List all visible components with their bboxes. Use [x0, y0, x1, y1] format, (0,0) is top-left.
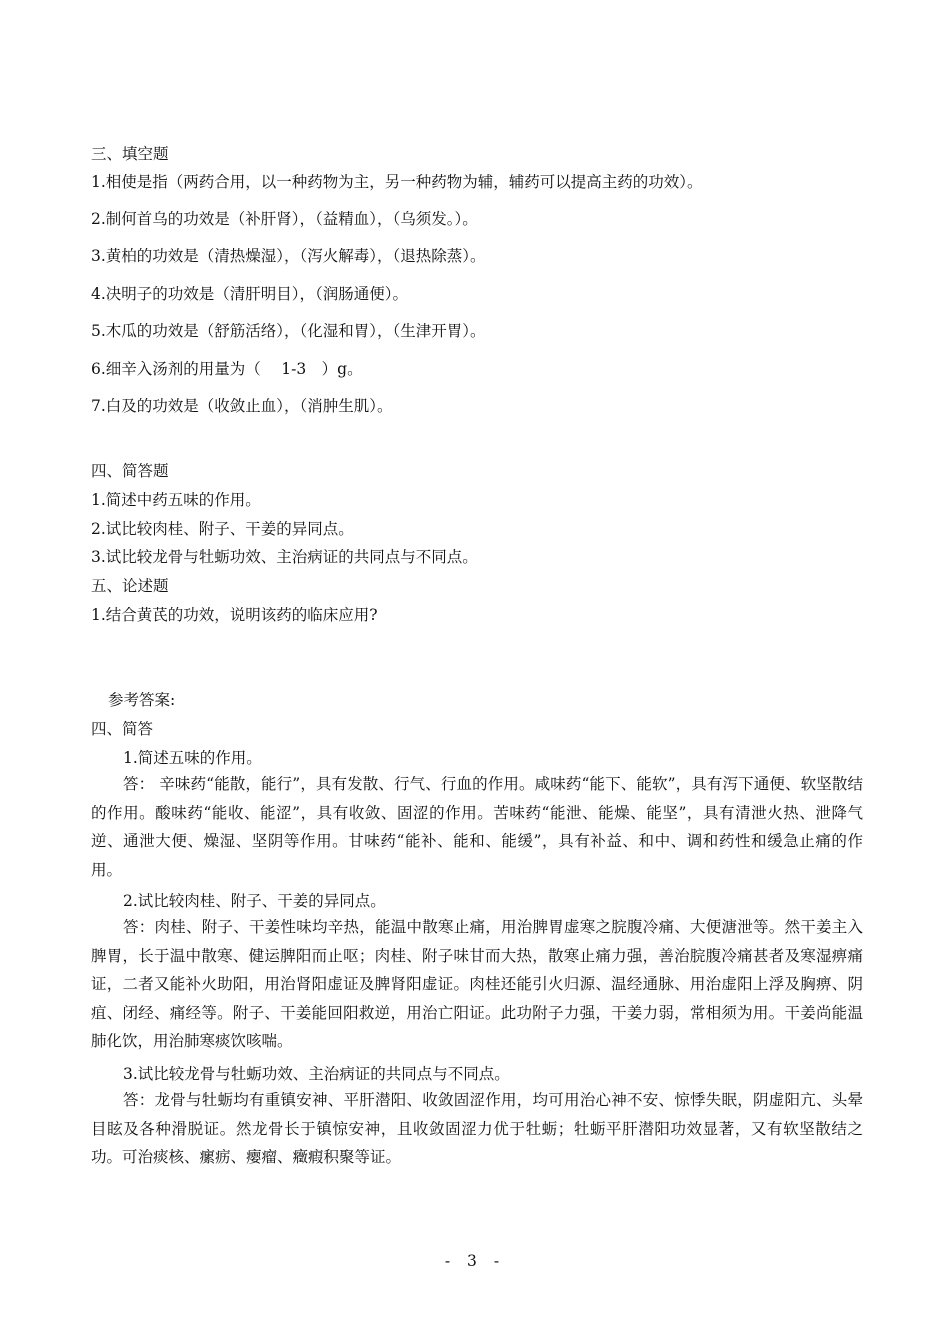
short-answer-item-2: 2.试比较肉桂、附子、干姜的异同点。 — [91, 520, 354, 538]
short-answer-item-3: 3.试比较龙骨与牡蛎功效、主治病证的共同点与不同点。 — [91, 548, 478, 566]
answers-heading: 四、简答 — [91, 720, 154, 738]
essay-item-1: 1.结合黄芪的功效，说明该药的临床应用? — [91, 606, 378, 624]
section-3-heading: 三、填空题 — [91, 145, 169, 163]
section-4-heading: 四、简答题 — [91, 462, 169, 480]
short-answer-item-1: 1.简述中药五味的作用。 — [91, 491, 261, 509]
answer-question-1: 1.简述五味的作用。 — [123, 749, 262, 767]
fill-item-7: 7.白及的功效是（收敛止血），（消肿生肌）。 — [91, 397, 393, 415]
answer-question-2: 2.试比较肉桂、附子、干姜的异同点。 — [123, 892, 386, 910]
page-number: - 3 - — [444, 1252, 506, 1270]
answer-text-1: 答： 辛味药“能散，能行”，具有发散、行气、行血的作用。咸味药“能下、能软”，具有泻下通便、软坚散结的作用。酸味药“能收、能涩”，具有收敛、固涩的作用。苦味药“能泄、能燥、能坚”，具有清泄火热、泄降气逆、通泄大便、燥湿、坚阴等作用。甘味药“能补、能和、能缓”，具有补益、和中、调和药性和缓急止痛的作用。 — [91, 775, 863, 879]
answer-text-2: 答：肉桂、附子、干姜性味均辛热，能温中散寒止痛，用治脾胃虚寒之脘腹冷痛、大便溏泄等。然干姜主入脾胃，长于温中散寒、健运脾阳而止呕；肉桂、附子味甘而大热，散寒止痛力强，善治脘腹冷痛甚者及寒湿痹痛证，二者又能补火助阳，用治肾阳虚证及脾肾阳虚证。肉桂还能引火归源、温经通脉、用治虚阳上浮及胸痹、阴疽、闭经、痛经等。附子、干姜能回阳救逆，用治亡阳证。此功附子力强，干姜力弱，常相须为用。干姜尚能温肺化饮，用治肺寒痰饮咳喘。 — [91, 918, 863, 1050]
answer-text-3: 答：龙骨与牡蛎均有重镇安神、平肝潜阳、收敛固涩作用，均可用治心神不安、惊悸失眠，阴虚阳亢、头晕目眩及各种滑脱证。然龙骨长于镇惊安神，且收敛固涩力优于牡蛎；牡蛎平肝潜阳功效显著，又有软坚散结之功。可治痰核、瘰疬、瘿瘤、癥瘕积聚等证。 — [91, 1091, 863, 1166]
fill-item-2: 2.制何首乌的功效是（补肝肾），（益精血），（乌须发。）。 — [91, 210, 478, 228]
fill-item-4: 4.决明子的功效是（清肝明目），（润肠通便）。 — [91, 285, 409, 303]
fill-item-3: 3.黄柏的功效是（清热燥湿），（泻火解毒），（退热除蒸）。 — [91, 247, 486, 265]
section-5-heading: 五、论述题 — [91, 577, 169, 595]
answer-question-3: 3.试比较龙骨与牡蛎功效、主治病证的共同点与不同点。 — [123, 1065, 510, 1083]
fill-item-6: 6.细辛入汤剂的用量为（ 1-3 ）g。 — [91, 360, 363, 378]
answers-title: 参考答案: — [108, 691, 176, 709]
fill-item-1: 1.相使是指（两药合用，以一种药物为主，另一种药物为辅，辅药可以提高主药的功效）。 — [91, 173, 703, 191]
fill-item-5: 5.木瓜的功效是（舒筋活络），（化湿和胃），（生津开胃）。 — [91, 322, 486, 340]
